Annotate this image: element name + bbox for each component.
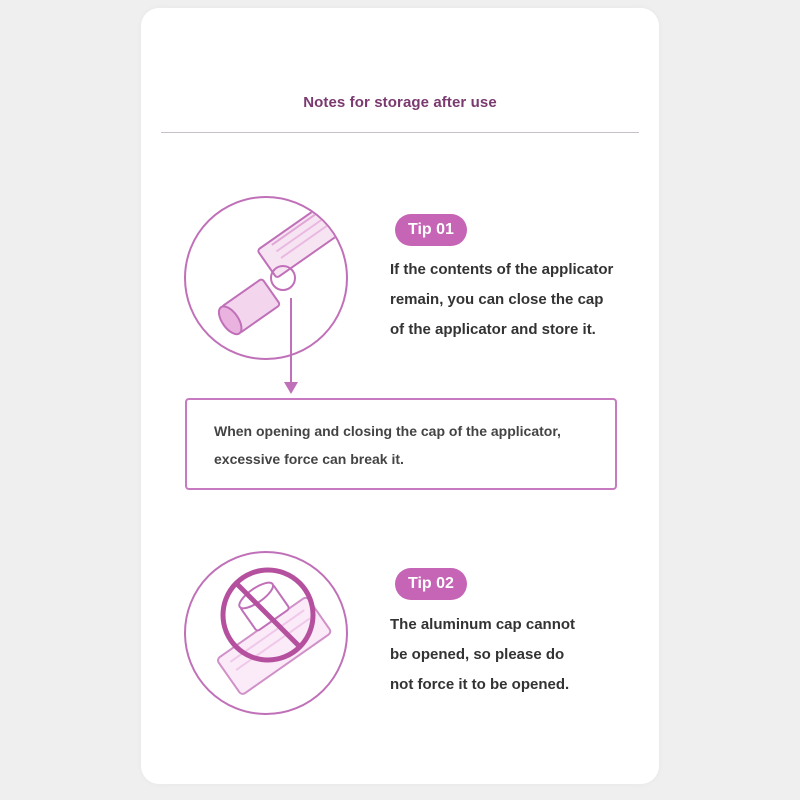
tip-01-line: remain, you can close the cap bbox=[390, 291, 604, 308]
warning-line: When opening and closing the cap of the applicator, bbox=[214, 423, 561, 439]
tip-02-line: not force it to be opened. bbox=[390, 676, 570, 693]
no-force-aluminum-cap-icon bbox=[184, 551, 348, 715]
warning-callout bbox=[185, 398, 617, 490]
page-title: Notes for storage after use bbox=[303, 94, 497, 111]
tip-02-line: be opened, so please do bbox=[390, 646, 565, 663]
tip-02-text bbox=[390, 610, 640, 700]
connector-arrow-icon bbox=[284, 298, 298, 398]
applicator-cap-icon bbox=[184, 196, 348, 360]
title-divider bbox=[161, 132, 639, 133]
tip-01-badge: Tip 01 bbox=[395, 214, 467, 246]
tip-01-line: of the applicator and store it. bbox=[390, 321, 596, 338]
tip-01-text bbox=[390, 255, 640, 345]
storage-notes-card bbox=[141, 8, 659, 784]
tip-01-line: If the contents of the applicator bbox=[390, 261, 614, 278]
tip-02-line: The aluminum cap cannot bbox=[390, 616, 576, 633]
warning-line: excessive force can break it. bbox=[214, 451, 404, 467]
tip-02-badge: Tip 02 bbox=[395, 568, 467, 600]
